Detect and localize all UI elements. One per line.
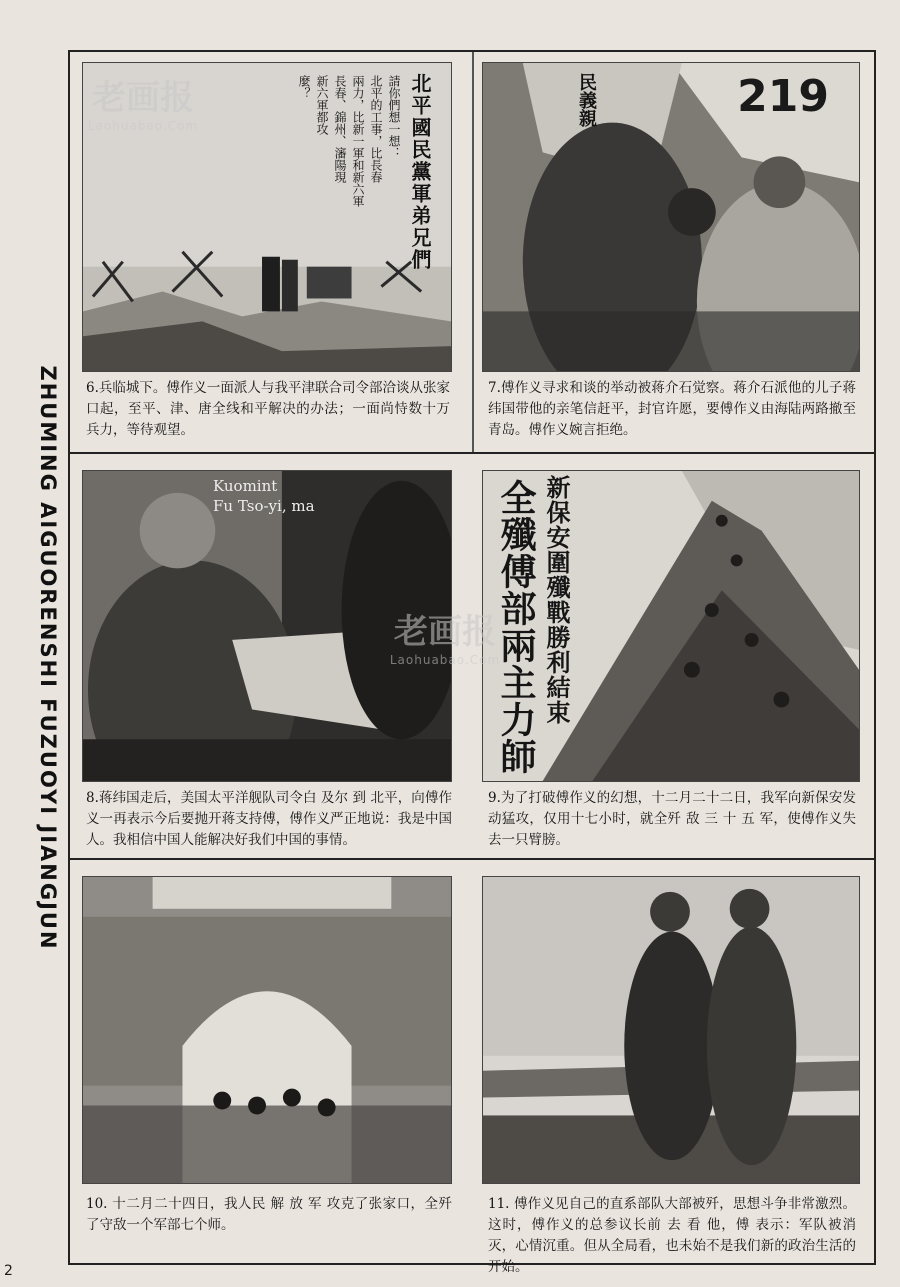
newspaper-subhead: 新保安圍殲戰勝利結束	[542, 475, 571, 725]
leaflet-line-5: 新六軍都攻	[315, 75, 329, 135]
plane-number: 219	[737, 71, 829, 122]
row-divider	[68, 858, 874, 860]
caption-6: 6.兵临城下。傅作义一面派人与我平津联合司令部洽谈从张家口起，至平、津、唐全线和平解决的办法；一面尚恃数十万兵力，等待观望。	[86, 380, 450, 438]
caption-10: 10. 十二月二十四日，我人民 解 放 军 攻克了张家口，全歼了守敌一个军部七个师。	[86, 1196, 452, 1233]
watermark-center: 老画报 Laohuabao.Com	[389, 612, 501, 667]
caption-7: 7.傅作义寻求和谈的举动被蒋介石觉察。蒋介石派他的儿子蒋纬国带他的亲笔信赶平，封官许愿，要傅作义由海陆两路撤至青岛。傅作义婉言拒绝。	[488, 380, 856, 438]
photo-caption-line-1: Kuomint	[213, 477, 278, 495]
leaflet-line-4: 長春、錦州、瀋陽現	[333, 75, 347, 183]
spine-strip	[28, 50, 70, 1265]
leaflet-line-2: 北平的工事，比長春	[369, 75, 383, 183]
illustration-7	[482, 62, 860, 372]
leaflet-line-6: 麼？	[297, 75, 311, 99]
illustration-9	[482, 470, 860, 782]
watermark-top: 老画报 Laohuabao.Com	[87, 78, 199, 133]
leaflet-headline: 北平國民黨軍弟兄們	[408, 73, 432, 271]
caption-8: 8.蒋纬国走后，美国太平洋舰队司令白 及尔 到 北平，向傅作义一再表示今后要抛开蒋支持傅，傅作义严正地说：我是中国人。我相信中国人能解决好我们中国的事情。	[86, 790, 452, 848]
spine-title: ZHUMING AIGUORENSHI FUZUOYI JIANGJUN	[36, 364, 60, 951]
column-divider	[472, 52, 474, 452]
newspaper-headline: 全殲傅部兩主力師	[495, 479, 537, 775]
illustration-10	[82, 876, 452, 1184]
caption-9: 9.为了打破傅作义的幻想，十二月二十二日，我军向新保安发动猛攻，仅用十七小时，就全歼 敌 三 十 五 军，使傅作义失去一只臂膀。	[488, 790, 856, 848]
photo-caption-line-2: Fu Tso-yi, ma	[213, 497, 315, 515]
leaflet-line-1: 請你們想一想：	[387, 75, 401, 159]
page-number: 2	[4, 1263, 13, 1279]
illustration-11	[482, 876, 860, 1184]
row-divider	[68, 452, 874, 454]
leaflet-line-3: 兩力，比新一軍和新六軍	[351, 75, 365, 207]
banner-text: 民義親	[576, 73, 597, 127]
caption-11: 11. 傅作义见自己的直系部队大部被歼，思想斗争非常激烈。这时，傅作义的总参议长前 去 看 他，傅 表示：军队被消灭，心情沉重。但从全局看，也未始不是我们新的政治生活的开始。	[488, 1196, 856, 1275]
